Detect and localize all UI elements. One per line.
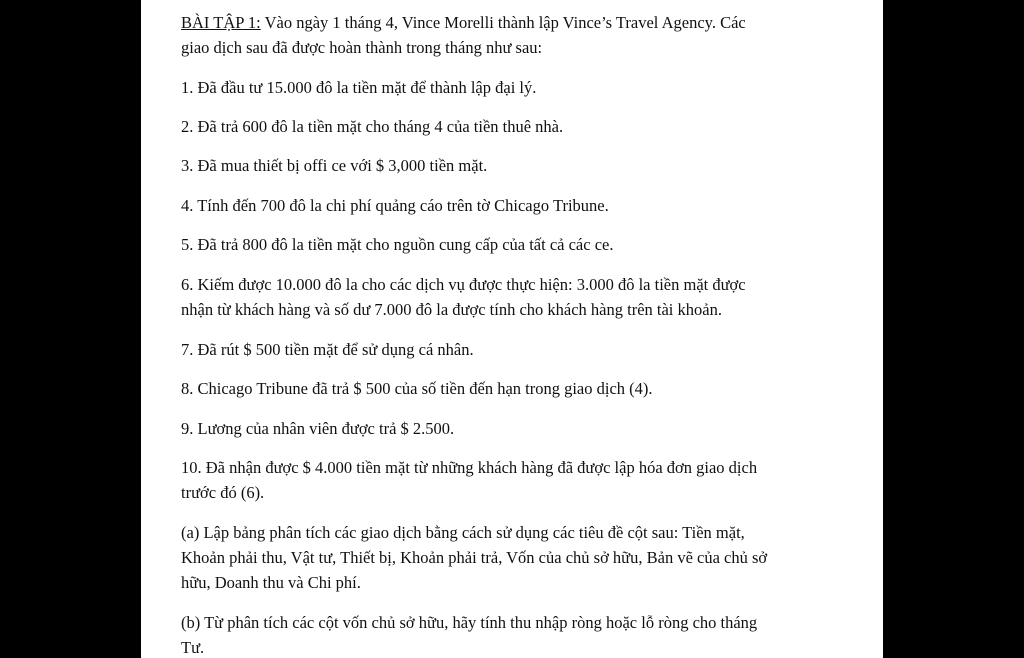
item-5: 5. Đã trả 800 đô la tiền mặt cho nguồn cung cấp của tất cả các ce. [181,235,614,254]
exercise-title: BÀI TẬP 1: [181,13,261,32]
item-6-line-2: nhận từ khách hàng và số dư 7.000 đô la được tính cho khách hàng trên tài khoản. [181,300,722,319]
item-2: 2. Đã trả 600 đô la tiền mặt cho tháng 4 của tiền thuê nhà. [181,117,564,136]
item-8: 8. Chicago Tribune đã trả $ 500 của số tiền đến hạn trong giao dịch (4). [181,379,653,398]
task-b-line-1: (b) Từ phân tích các cột vốn chủ sở hữu, hãy tính thu nhập ròng hoặc lỗ ròng cho tháng [181,613,758,632]
intro-line-2: giao dịch sau đã được hoàn thành trong tháng như sau: [181,38,543,57]
task-a-line-3: hữu, Doanh thu và Chi phí. [181,573,361,592]
item-4: 4. Tính đến 700 đô la chi phí quảng cáo trên tờ Chicago Tribune. [181,196,609,215]
item-7: 7. Đã rút $ 500 tiền mặt để sử dụng cá nhân. [181,340,474,359]
task-b-line-2: Tư. [181,638,205,657]
document-page [141,0,883,658]
item-3: 3. Đã mua thiết bị offi ce với $ 3,000 tiền mặt. [181,156,488,175]
item-10-line-2: trước đó (6). [181,483,265,502]
item-6-line-1: 6. Kiếm được 10.000 đô la cho các dịch vụ được thực hiện: 3.000 đô la tiền mặt được [181,275,746,294]
task-a-line-1: (a) Lập bảng phân tích các giao dịch bằng cách sử dụng các tiêu đề cột sau: Tiền mặt, [181,523,745,542]
item-1: 1. Đã đầu tư 15.000 đô la tiền mặt để thành lập đại lý. [181,78,537,97]
item-10-line-1: 10. Đã nhận được $ 4.000 tiền mặt từ những khách hàng đã được lập hóa đơn giao dịch [181,458,758,477]
intro-line-1: BÀI TẬP 1: Vào ngày 1 tháng 4, Vince Morelli thành lập Vince’s Travel Agency. Các [181,13,746,32]
task-a-line-2: Khoản phải thu, Vật tư, Thiết bị, Khoản phải trả, Vốn của chủ sở hữu, Bản vẽ của chủ sở [181,548,768,567]
item-9: 9. Lương của nhân viên được trả $ 2.500. [181,419,455,438]
